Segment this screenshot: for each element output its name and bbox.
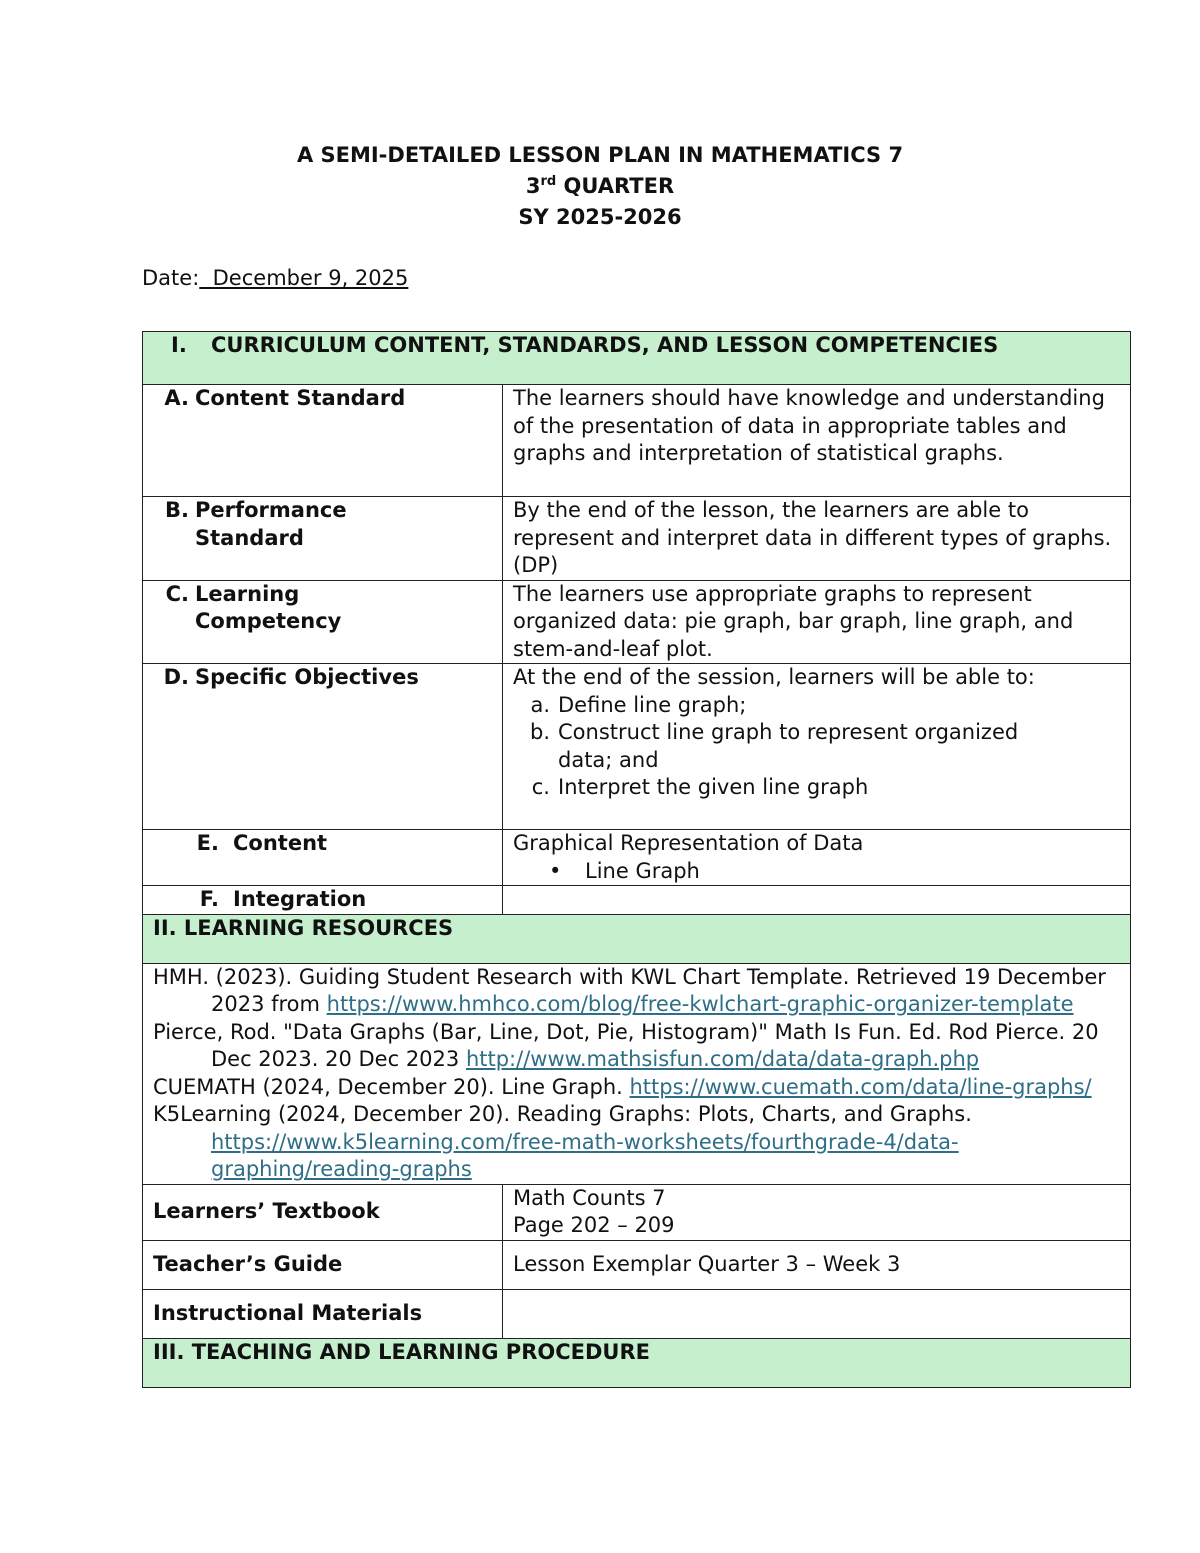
content-row — [143, 830, 1131, 886]
reference-text: K5Learning (2024, December 20). Reading Graphs: Plots, Charts, and Graphs. — [153, 1102, 972, 1126]
date-label: Date: — [142, 266, 200, 290]
section-3-header: III. TEACHING AND LEARNING PROCEDURE — [143, 1338, 1131, 1387]
reference-item — [153, 1101, 1120, 1184]
quarter-number: 3 — [525, 174, 541, 198]
reference-text: HMH. (2023). Guiding Student Research with KWL Chart Template. Retrieved 19 December 2023 from — [153, 964, 1106, 1016]
reference-item — [153, 964, 1120, 1019]
specific-objectives-row — [143, 664, 1131, 830]
list-item — [513, 692, 1120, 720]
reference-link[interactable]: https://www.k5learning.com/free-math-worksheets/fourthgrade-4/data-graphing/reading-graphs — [211, 1129, 959, 1181]
textbook-label: Learners’ Textbook — [143, 1184, 503, 1240]
quarter-word: QUARTER — [556, 174, 675, 198]
learning-competency-text: The learners use appropriate graphs to represent organized data: pie graph, bar graph, line graph, and stem-and-leaf plot. — [503, 580, 1131, 664]
objectives-intro: At the end of the session, learners will be able to: — [513, 665, 1035, 689]
textbook-title: Math Counts 7 — [513, 1185, 666, 1210]
content-standard-text: The learners should have knowledge and understanding of the presentation of data in appropriate tables and graphs and interpretation of statistical graphs. — [503, 385, 1131, 497]
content-standard-row — [143, 385, 1131, 497]
bullet-text: Line Graph — [585, 858, 700, 883]
quarter-heading — [0, 171, 1200, 202]
content-bullet — [513, 858, 1120, 886]
reference-item — [153, 1019, 1120, 1074]
row-label: Integration — [233, 887, 367, 911]
item-marker: a. — [530, 692, 550, 717]
reference-link[interactable]: http://www.mathsisfun.com/data/data-graph.php — [465, 1047, 980, 1071]
reference-text: CUEMATH (2024, December 20). Line Graph. — [153, 1074, 630, 1099]
reference-text: Pierce, Rod. "Data Graphs (Bar, Line, Dot, Pie, Histogram)" Math Is Fun. Ed. Rod Pierce. 20 Dec 2023. 20 Dec 2023 — [153, 1019, 1099, 1071]
textbook-pages: Page 202 – 209 — [513, 1213, 675, 1237]
item-marker: c. — [531, 775, 550, 799]
references-row — [143, 963, 1131, 1184]
date-line — [142, 266, 408, 290]
item-text: Interpret the given line graph — [558, 775, 869, 799]
section-1-title: CURRICULUM CONTENT, STANDARDS, AND LESSON COMPETENCIES — [211, 333, 999, 357]
reference-item — [153, 1074, 1120, 1102]
row-label: Specific Objectives — [195, 665, 419, 689]
row-key: A. — [164, 386, 189, 410]
row-key: E. — [196, 831, 219, 855]
teachers-guide-row — [143, 1240, 1131, 1289]
section-1-header — [143, 332, 1131, 385]
list-item — [513, 774, 1120, 802]
textbook-row — [143, 1184, 1131, 1240]
row-key: C. — [165, 581, 189, 606]
row-key: F. — [199, 887, 219, 911]
teachers-guide-label: Teacher’s Guide — [143, 1240, 503, 1289]
reference-link[interactable]: https://www.hmhco.com/blog/free-kwlchart-graphic-organizer-template — [326, 992, 1074, 1016]
quarter-ordinal: rd — [540, 174, 557, 189]
document-title: A SEMI-DETAILED LESSON PLAN IN MATHEMATICS 7 — [296, 143, 904, 167]
performance-standard-text: By the end of the lesson, the learners are able to represent and interpret data in different types of graphs. (DP) — [503, 497, 1131, 581]
item-marker: b. — [529, 720, 550, 744]
materials-label: Instructional Materials — [143, 1289, 503, 1338]
lesson-plan-table — [142, 331, 1131, 1388]
materials-row — [143, 1289, 1131, 1338]
integration-row — [143, 886, 1131, 915]
materials-text — [503, 1289, 1131, 1338]
integration-text — [503, 886, 1131, 915]
objectives-list — [513, 692, 1120, 802]
item-text: Construct line graph to represent organized data; and — [558, 720, 1019, 772]
row-key: B. — [165, 498, 189, 522]
row-key: D. — [163, 665, 189, 689]
row-label: Performance Standard — [195, 498, 347, 550]
school-year: SY 2025-2026 — [518, 205, 682, 229]
row-label: Learning Competency — [195, 581, 342, 633]
list-item — [513, 719, 1120, 774]
reference-link[interactable]: https://www.cuemath.com/data/line-graphs/ — [629, 1074, 1092, 1099]
date-value: December 9, 2025 — [199, 266, 409, 290]
learning-competency-row — [143, 580, 1131, 664]
row-label: Content — [233, 831, 328, 855]
section-2-header: II. LEARNING RESOURCES — [143, 914, 1131, 963]
bullet-icon: • — [549, 858, 562, 883]
row-label: Content Standard — [195, 386, 406, 410]
item-text: Define line graph; — [558, 692, 747, 717]
content-text: Graphical Representation of Data — [513, 831, 864, 855]
performance-standard-row — [143, 497, 1131, 581]
teachers-guide-text: Lesson Exemplar Quarter 3 – Week 3 — [503, 1240, 1131, 1289]
section-1-number: I. — [171, 333, 187, 357]
